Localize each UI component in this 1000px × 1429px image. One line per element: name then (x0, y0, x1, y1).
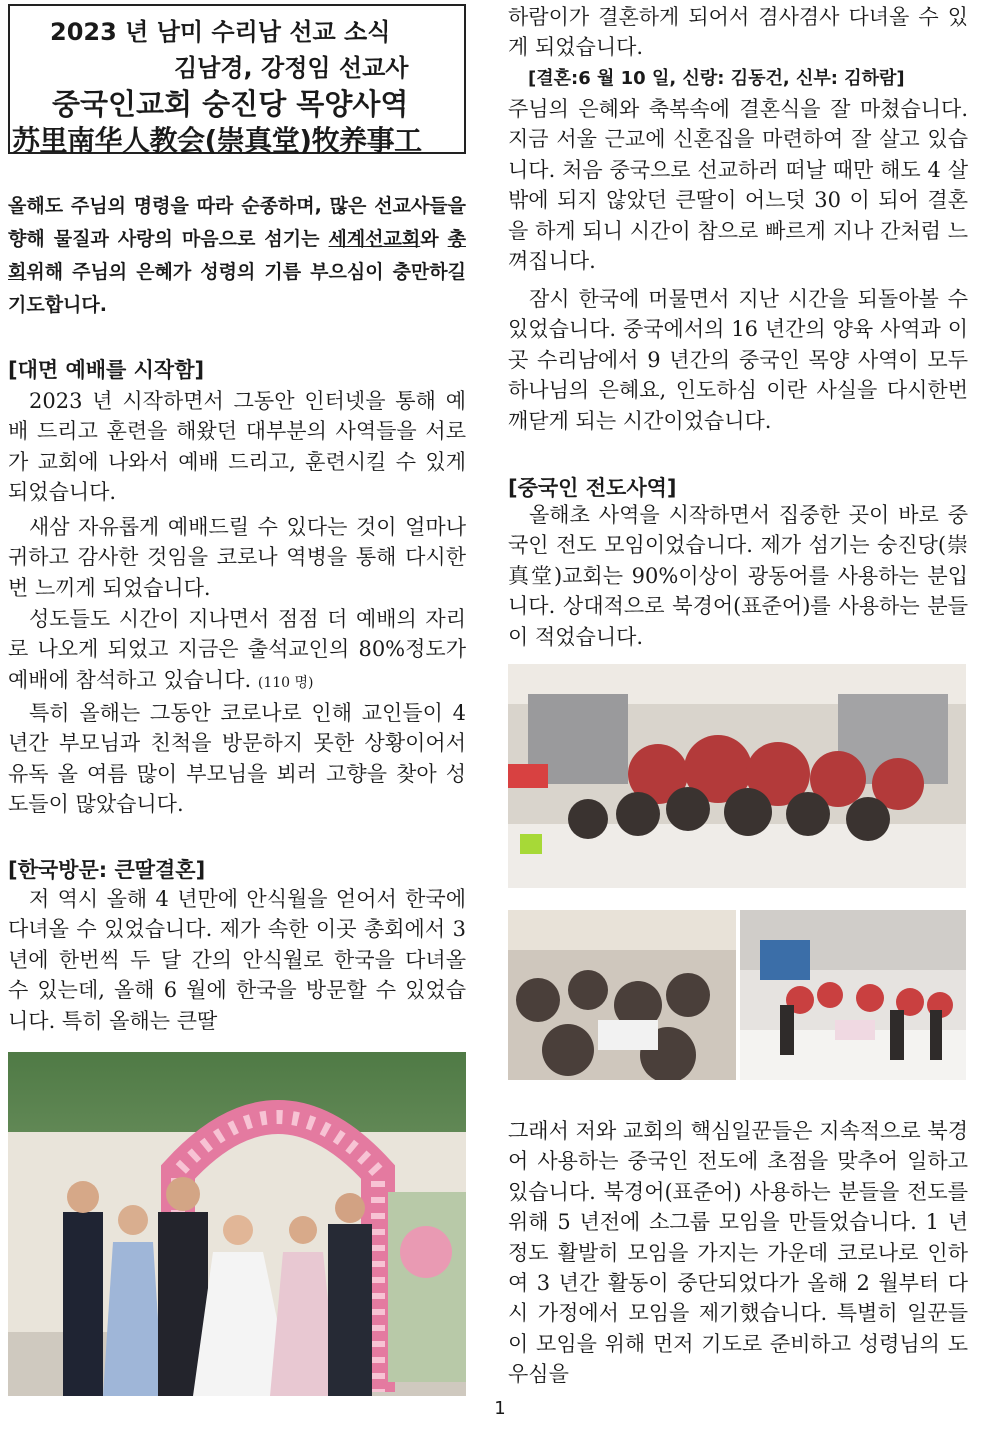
visit-heading: [한국방문: 큰딸결혼] (8, 858, 206, 882)
intro-prayer (8, 190, 466, 322)
church-group-photo (508, 664, 966, 888)
wedding-note: [결혼:6 월 10 일, 신랑: 김동건, 신부: 김하람] (528, 68, 905, 89)
intro-link-mission: 세계선교회 (328, 228, 421, 250)
dinner-gathering-photo (508, 910, 736, 1080)
newsletter-title: 2023 년 남미 수리남 선교 소식 (50, 18, 391, 46)
evangelism-paragraph-1: 올해초 사역을 시작하면서 집중한 곳이 바로 중국인 전도 모임이었습니다. 제가 섬기는 숭진당(崇真堂)교회는 90%이상이 광동어를 사용하는 분입니다. 상대적으로 북경어(표준어)를 사용하는 분들이 적었습니다. (508, 503, 968, 649)
evangelism-heading: [중국인 전도사역] (508, 476, 677, 500)
visit-paragraph-1-continued: 하람이가 결혼하게 되어서 겸사겸사 다녀올 수 있게 되었습니다. (508, 5, 968, 60)
evangelism-paragraph-2: 그래서 저와 교회의 핵심일꾼들은 지속적으로 북경어 사용하는 중국인 전도에 초점을 맞추어 일하고 있습니다. 북경어(표준어) 사용하는 분들을 전도를 위해 5 년전에 소그룹 모임을 만들었습니다. 1 년정도 활발히 모임을 가지는 가운데 코로나로 인하여 3 년간 활동이 중단되었다가 올해 2 월부터 다시 가정에서 모임을 제기했습니다. 특별히 일꾼들이 모임을 위해 먼저 기도로 준비하고 성령님의 도우심을 (508, 1119, 968, 1387)
visit-paragraph-2: 주님의 은혜와 축복속에 결혼식을 잘 마쳤습니다. 지금 서울 근교에 신혼집을 마련하여 잘 살고 있습니다. 처음 중국으로 선교하러 떠날 때만 해도 4 살 밖에 되지 않았던 큰딸이 어느덧 30 이 되어 결혼을 하게 되니 시간이 참으로 빠르게 지나 간처럼 느껴집니다. (508, 97, 968, 274)
page-number: 1 (494, 1398, 506, 1419)
worship-paragraph-2: 새삼 자유롭게 예배드릴 수 있다는 것이 얼마나 귀하고 감사한 것임을 코로나 역병을 통해 다시한번 느끼게 되었습니다. (8, 515, 466, 600)
intro-link-assembly: 총회 (8, 228, 466, 283)
intro-text-b: 와 (420, 228, 448, 250)
worship-heading: [대면 예배를 시작함] (8, 358, 205, 382)
worship-paragraph-4: 특히 올해는 그동안 코로나로 인해 교인들이 4 년간 부모님과 친척을 방문하지 못한 상황이어서 유독 올 여름 많이 부모님을 뵈러 고향을 찾아 성도들이 많았습니다. (8, 701, 466, 817)
attendance-count: (110 명) (257, 674, 314, 691)
worship-paragraph-1: 2023 년 시작하면서 그동안 인터넷을 통해 예배 드리고 훈련을 해왔던 대부분의 사역들을 서로가 교회에 나와서 예배 드리고, 훈련시킬 수 있게 되었습니다. (8, 389, 466, 505)
cake-celebration-photo (740, 910, 966, 1080)
visit-paragraph-1: 저 역시 올해 4 년만에 안식월을 얻어서 한국에 다녀올 수 있었습니다. 제가 속한 이곳 총회에서 3 년에 한번씩 두 달 간의 안식월로 한국을 다녀올 수 있는데, 올해 6 월에 한국을 방문할 수 있었습니다. 특히 올해는 큰딸 (8, 887, 466, 1033)
worship-paragraph-3-text: 성도들도 시간이 지나면서 점점 더 예배의 자리로 나오게 되었고 지금은 출석교인의 80%정도가 예배에 참석하고 있습니다. (8, 607, 466, 692)
title-box (8, 4, 466, 157)
intro-text-c: 위해 주님의 은혜가 성령의 기름 부으심이 충만하길 기도합니다. (8, 261, 466, 316)
ministry-title-chinese: 苏里南华人教会(崇真堂)牧养事工 (12, 124, 422, 157)
ministry-title-korean: 중국인교회 숭진당 목양사역 (52, 87, 409, 121)
visit-paragraph-3: 잠시 한국에 머물면서 지난 시간을 되돌아볼 수 있었습니다. 중국에서의 16 년간의 양육 사역과 이곳 수리남에서 9 년간의 중국인 목양 사역이 모두 하나님의 은혜요, 인도하심 이란 사실을 다시한번 깨닫게 되는 시간이었습니다. (508, 287, 968, 433)
missionary-names: 김남경, 강정임 선교사 (174, 54, 409, 82)
worship-paragraph-3 (8, 604, 466, 698)
intro-text-a: 올해도 주님의 명령을 따라 순종하며, 많은 선교사들을 향해 물질과 사랑의 마음으로 섬기는 (8, 195, 466, 250)
wedding-photo (8, 1052, 466, 1396)
